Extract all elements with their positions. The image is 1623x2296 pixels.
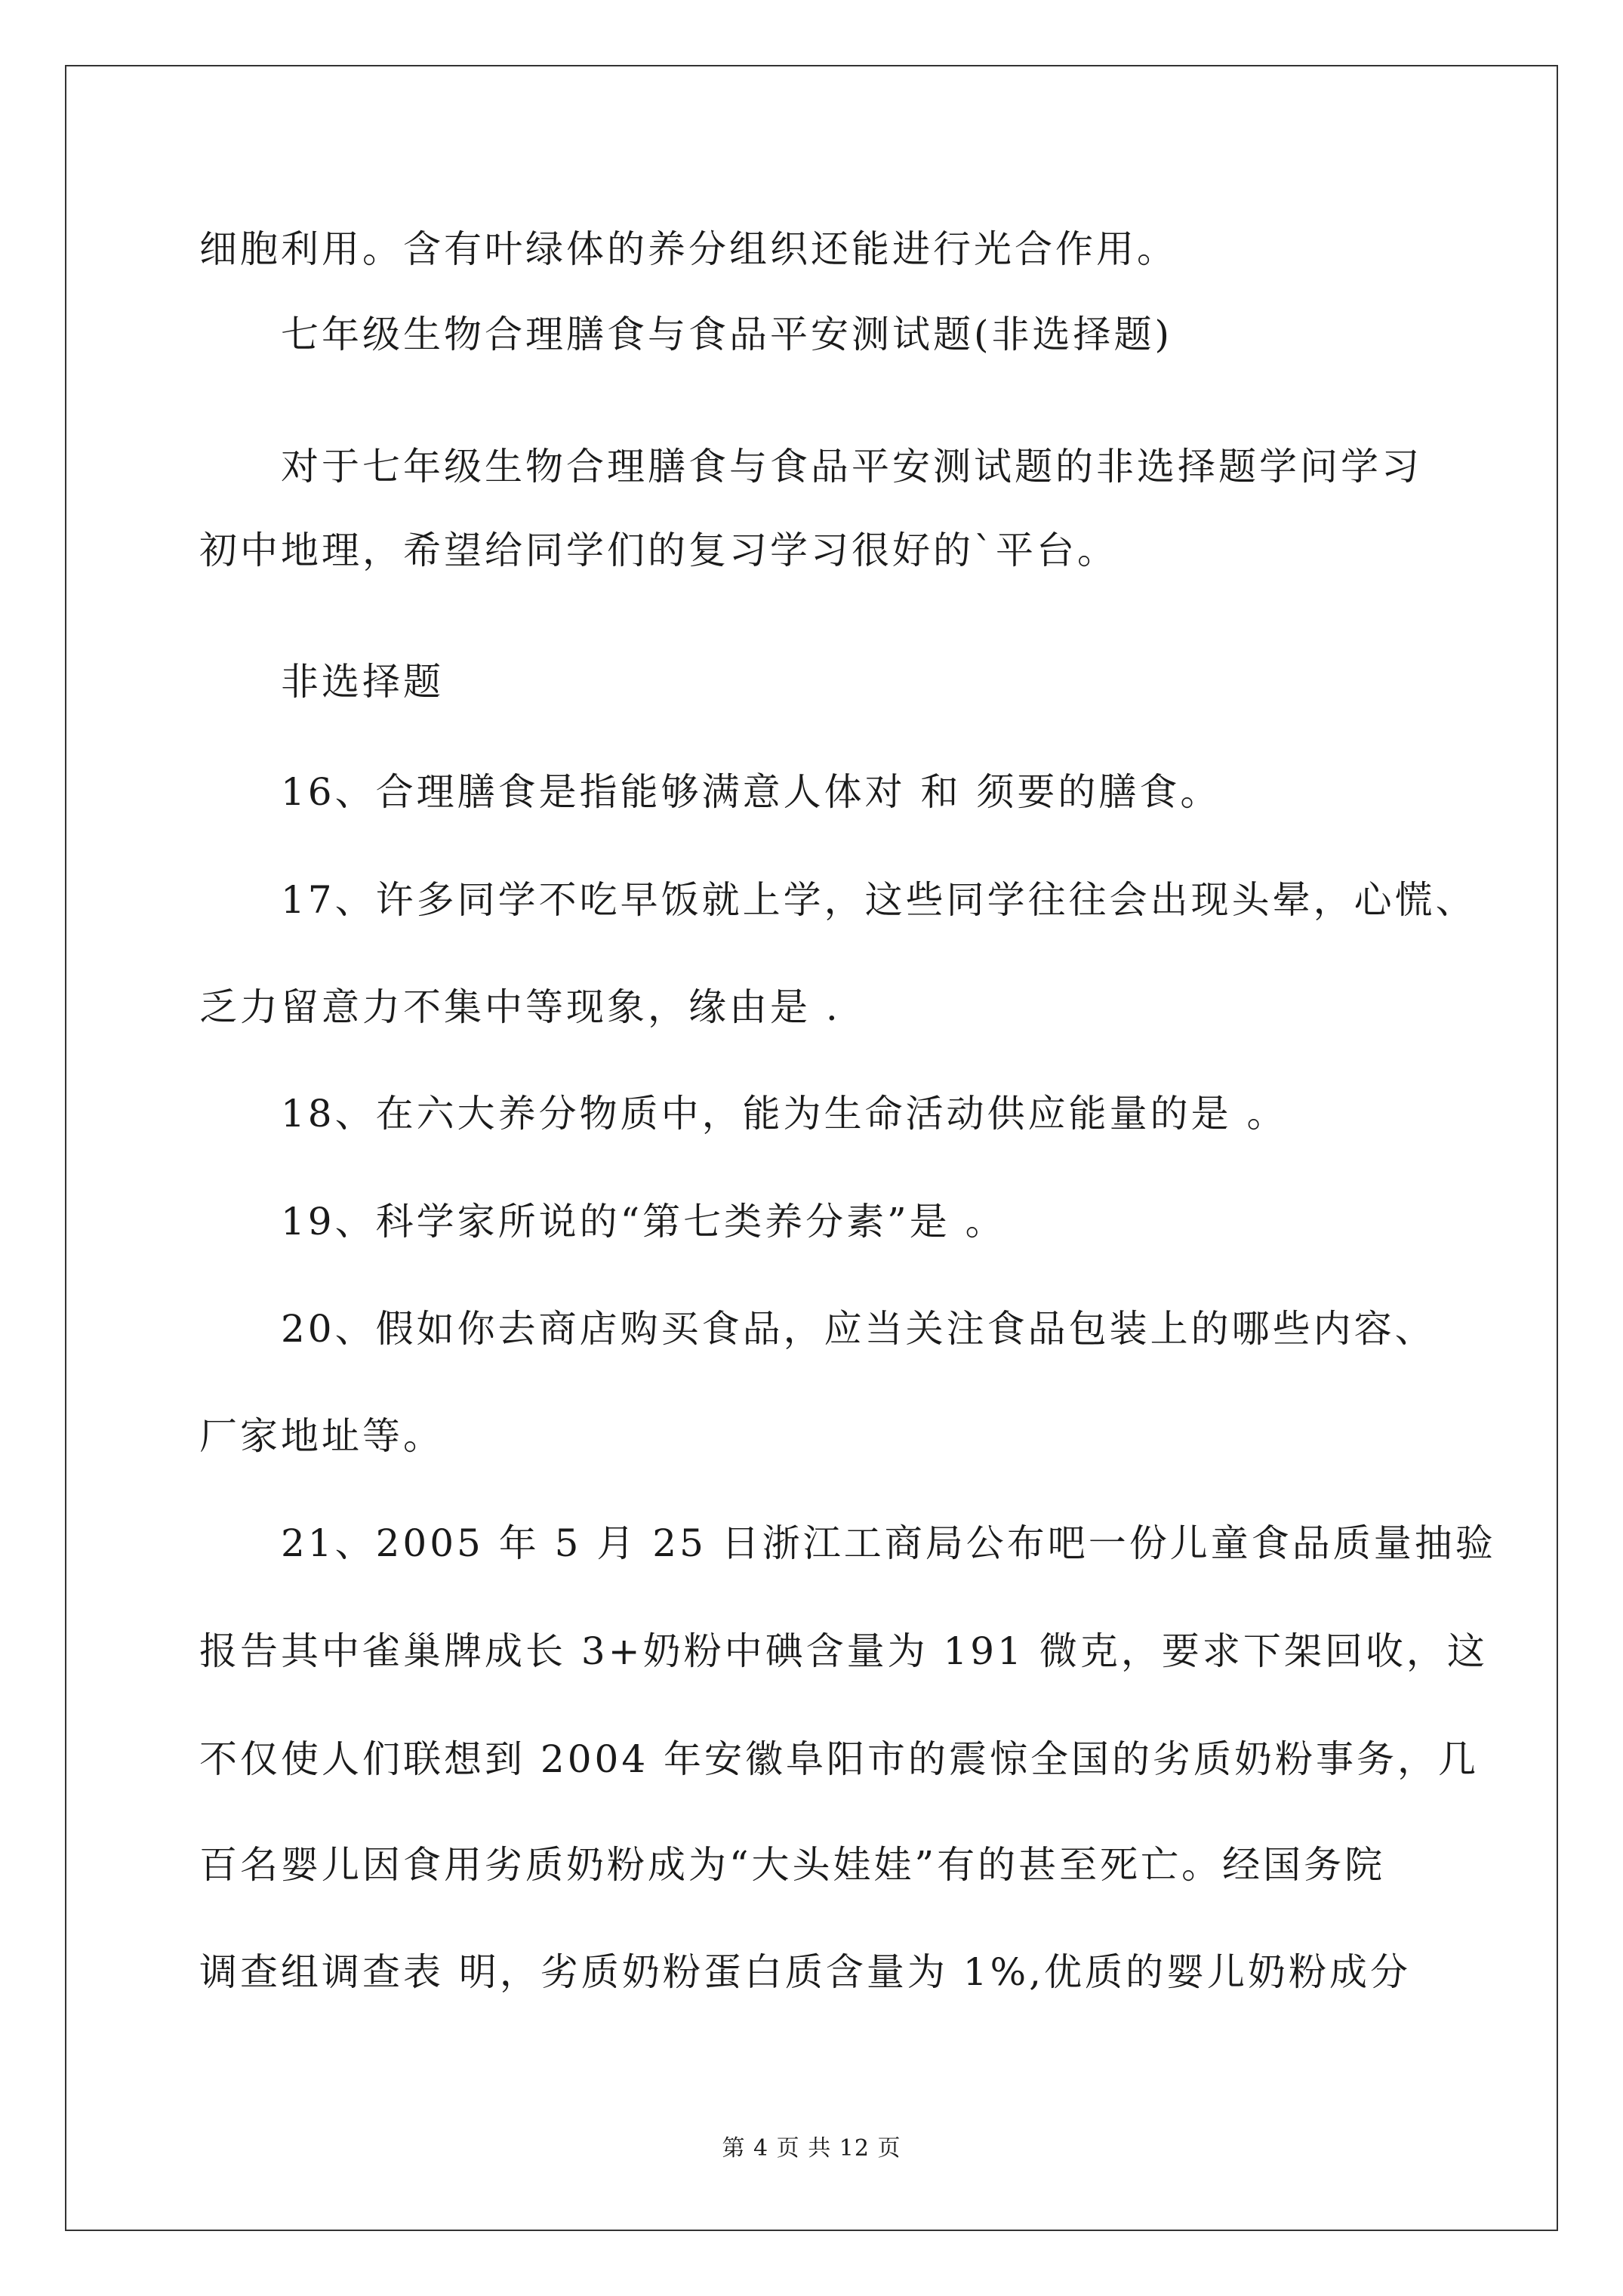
text-line: 报告其中雀巢牌成长 3+奶粉中碘含量为 191 微克，要求下架回收，这 <box>199 1629 1488 1673</box>
text-line: 厂家地址等。 <box>199 1414 444 1458</box>
text-line: 乏力留意力不集中等现象，缘由是 . <box>199 985 841 1029</box>
text-line: 对于七年级生物合理膳食与食品平安测试题的非选择题学问学习 <box>281 445 1422 488</box>
question-19: 19、科学家所说的“第七类养分素”是 。 <box>281 1200 1006 1244</box>
question-17: 17、许多同学不吃早饭就上学，这些同学往往会出现头晕，心慌、 <box>281 878 1477 922</box>
question-18: 18、在六大养分物质中，能为生命活动供应能量的是 。 <box>281 1092 1288 1136</box>
question-16: 16、合理膳食是指能够满意人体对 和 须要的膳食。 <box>281 770 1221 814</box>
text-line: 调查组调查表 明，劣质奶粉蛋白质含量为 1%,优质的婴儿奶粉成分 <box>199 1950 1412 1994</box>
text-line: 细胞利用。含有叶绿体的养分组织还能进行光合作用。 <box>199 227 1178 271</box>
page-number: 第 4 页 共 12 页 <box>722 2135 901 2162</box>
section-heading: 七年级生物合理膳食与食品平安测试题(非选择题) <box>281 313 1173 356</box>
text-line: 初中地理，希望给同学们的复习学习很好的`平台。 <box>199 529 1118 572</box>
question-21: 21、2005 年 5 月 25 日浙江工商局公布吧一份儿童食品质量抽验 <box>281 1521 1496 1565</box>
text-line: 不仅使人们联想到 2004 年安徽阜阳市的震惊全国的劣质奶粉事务，几 <box>199 1737 1480 1781</box>
question-20: 20、假如你去商店购买食品，应当关注食品包装上的哪些内容、 <box>281 1307 1436 1351</box>
text-line: 百名婴儿因食用劣质奶粉成为“大头娃娃”有的甚至死亡。经国务院 <box>199 1843 1386 1887</box>
subheading: 非选择题 <box>281 660 444 704</box>
page-border <box>65 65 1558 2231</box>
